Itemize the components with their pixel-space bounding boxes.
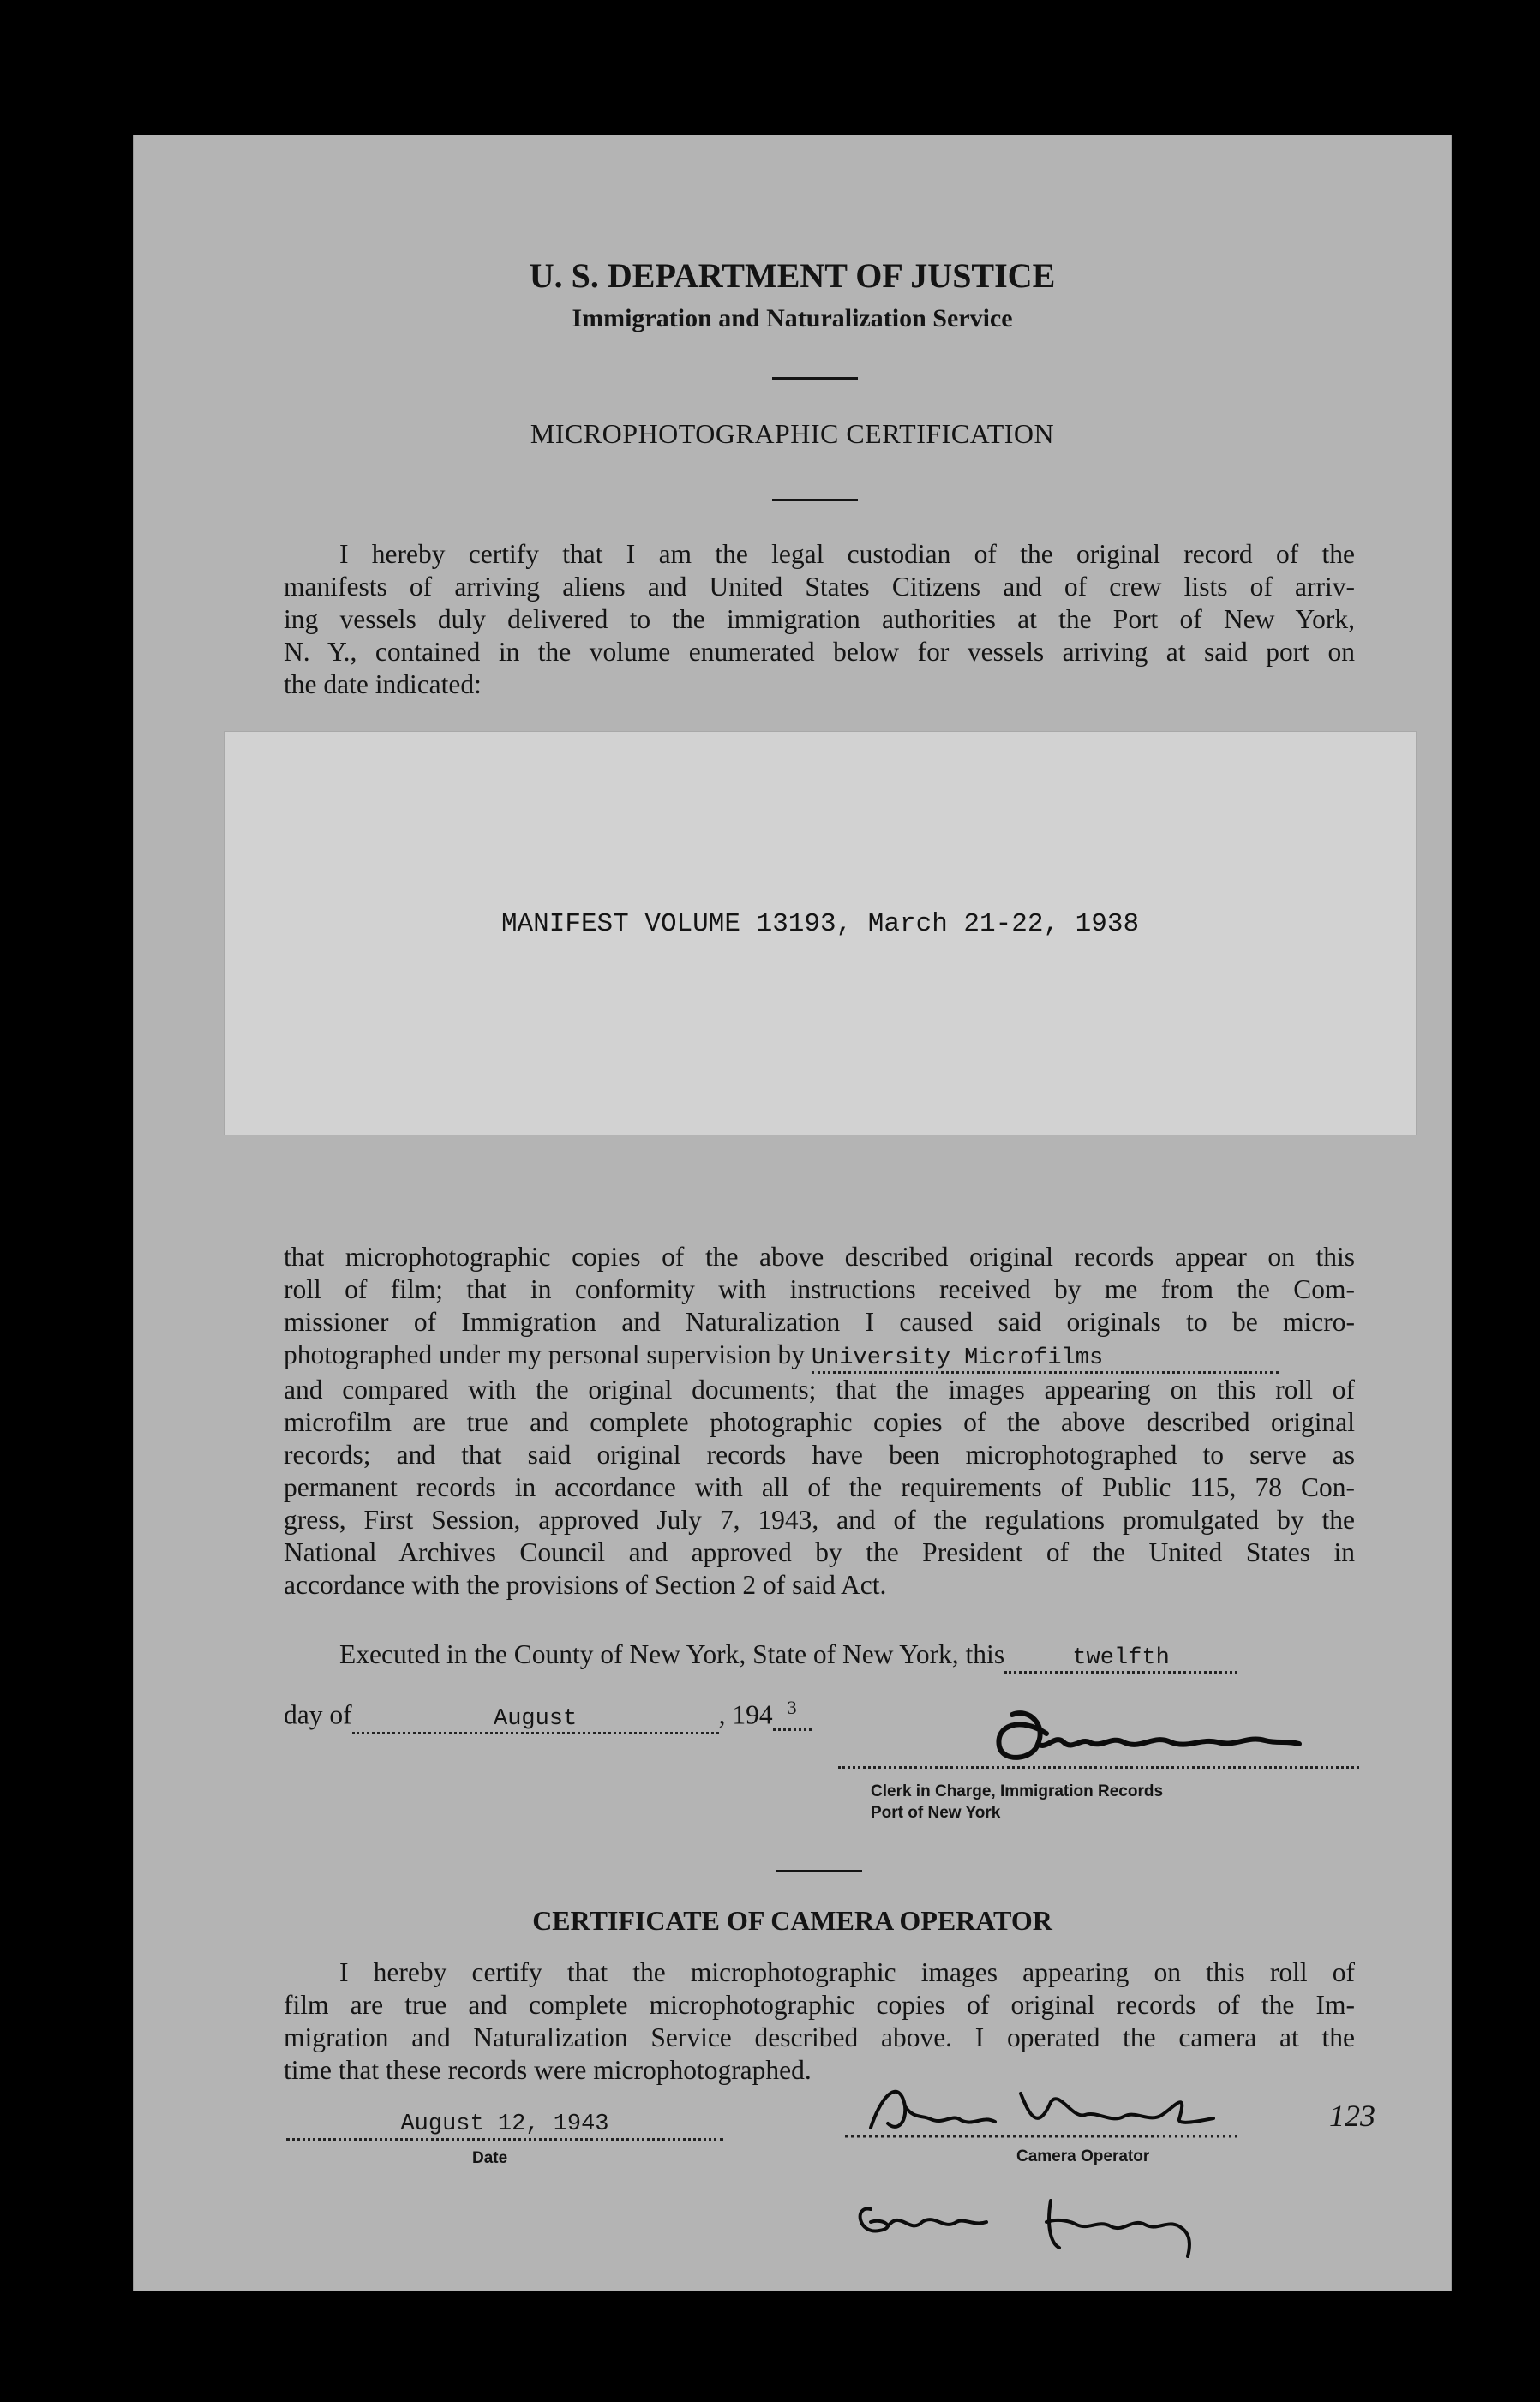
- year-prefix: , 194: [718, 1699, 773, 1730]
- divider: [772, 499, 858, 501]
- volume-insert: [224, 731, 1417, 1135]
- body-line: microfilm are true and complete photographic copies of the above described original: [284, 1407, 1355, 1437]
- body-line: permanent records in accordance with all of the requirements of Public 115, 78 Con-: [284, 1472, 1355, 1502]
- day-of-label: day of: [284, 1699, 352, 1730]
- body-line: and compared with the original documents; that the images appearing on this roll of: [284, 1375, 1355, 1405]
- divider: [772, 377, 858, 380]
- intro-line: I hereby certify that I am the legal custodian of the original record of the: [339, 539, 1355, 569]
- body-line: that microphotographic copies of the above described original records appear on this: [284, 1242, 1355, 1272]
- camera-line: film are true and complete microphotographic copies of original records of the Im-: [284, 1990, 1355, 2020]
- volume-label: MANIFEST VOLUME 13193, March 21-22, 1938: [500, 909, 1140, 939]
- day-field: twelfth: [1004, 1645, 1237, 1674]
- intro-paragraph: [284, 538, 1355, 701]
- body-line-by: [284, 1339, 1355, 1374]
- body-line: records; and that said original records have been microphotographed to serve as: [284, 1440, 1355, 1470]
- camera-date-label: Date: [472, 2149, 508, 2167]
- body-line: roll of film; that in conformity with instructions received by me from the Com-: [284, 1274, 1355, 1304]
- camera-title: CERTIFICATE OF CAMERA OPERATOR: [532, 1905, 1052, 1936]
- by-prefix: photographed under my personal supervision by: [284, 1339, 806, 1369]
- clerk-signature: [918, 1691, 1432, 1785]
- camera-paragraph: [284, 1956, 1355, 2087]
- supervisor-field: University Microfilms: [812, 1345, 1279, 1374]
- body-line: gress, First Session, approved July 7, 1943, and of the regulations promulgated by the: [284, 1505, 1355, 1535]
- clerk-signature-line: [838, 1766, 1359, 1769]
- month-field: August: [352, 1706, 719, 1734]
- department-heading: U. S. DEPARTMENT OF JUSTICE: [529, 256, 1056, 295]
- day-of-line: [284, 1695, 812, 1734]
- camera-line: I hereby certify that the microphotographic images appearing on this roll of: [339, 1957, 1355, 1987]
- clerk-title: Clerk in Charge, Immigration Records: [871, 1782, 1164, 1800]
- camera-date-field: August 12, 1943: [286, 2111, 723, 2141]
- operator-number: 123: [1329, 2099, 1375, 2133]
- body-line: National Archives Council and approved by the President of the United States in: [284, 1537, 1355, 1567]
- camera-operator-label: Camera Operator: [1016, 2147, 1150, 2165]
- executed-prefix: Executed in the County of New York, State of New York, this: [339, 1639, 1005, 1669]
- year-digit: 3: [787, 1697, 797, 1718]
- camera-line: time that these records were microphotographed.: [284, 2055, 812, 2085]
- service-heading: Immigration and Naturalization Service: [572, 304, 1013, 332]
- operator-signature: [836, 2072, 1368, 2149]
- camera-line: migration and Naturalization Service described above. I operated the camera at the: [284, 2022, 1355, 2052]
- body-line: missioner of Immigration and Naturalization I caused said originals to be micro-: [284, 1307, 1355, 1337]
- divider: [776, 1870, 862, 1872]
- intro-line: the date indicated:: [284, 669, 482, 699]
- intro-line: manifests of arriving aliens and United States Citizens and of crew lists of arriv-: [284, 572, 1355, 602]
- intro-line: ing vessels duly delivered to the immigration authorities at the Port of New York,: [284, 604, 1355, 634]
- year-field: [773, 1695, 812, 1731]
- certificate-page: [133, 135, 1452, 2291]
- executed-line: [339, 1639, 1237, 1674]
- body-line: accordance with the provisions of Section 2 of said Act.: [284, 1570, 887, 1600]
- intro-line: N. Y., contained in the volume enumerated below for vessels arriving at said port on: [284, 637, 1355, 667]
- clerk-port: Port of New York: [871, 1804, 1001, 1822]
- certification-title: MICROPHOTOGRAPHIC CERTIFICATION: [530, 418, 1055, 449]
- second-signature: [836, 2175, 1316, 2269]
- body-paragraph: [284, 1241, 1355, 1602]
